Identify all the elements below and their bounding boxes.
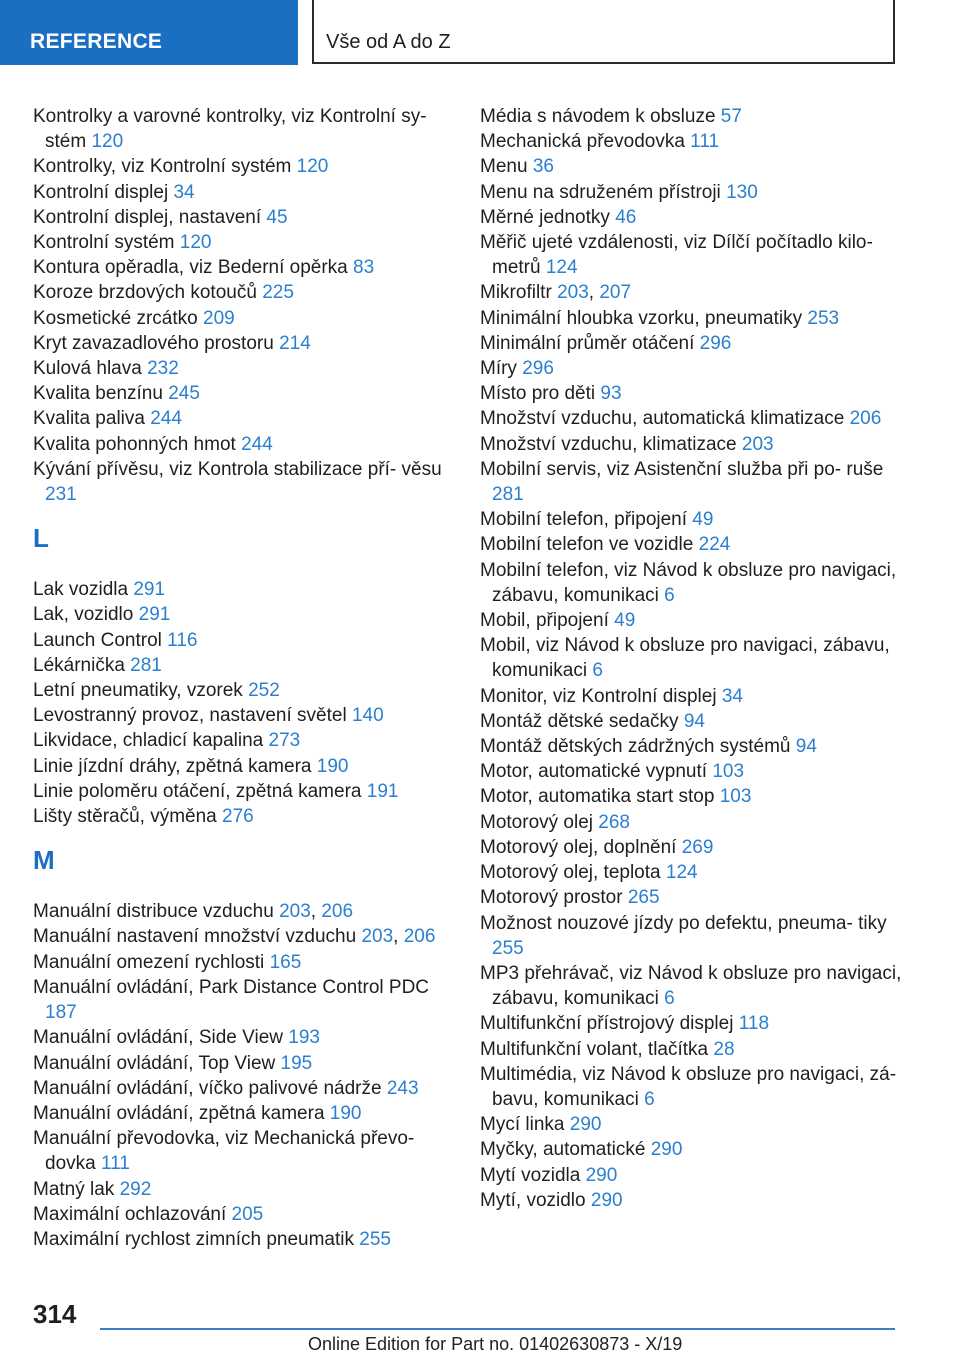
index-entry [480, 230, 910, 280]
index-entry-text: Média s návodem k obsluze [480, 106, 716, 127]
page-link[interactable]: 245 [168, 383, 200, 405]
section-header [312, 0, 895, 64]
index-entry-text: Lišty stěračů, výměna [33, 806, 217, 828]
page-link[interactable]: 206 [403, 926, 436, 948]
index-entry-text: Manuální ovládání, Top View [33, 1052, 276, 1074]
index-entry-text: Motor, automatické vypnutí [480, 761, 708, 783]
page-link[interactable]: 290 [650, 1139, 683, 1161]
index-entry [480, 558, 910, 608]
index-entry-text: Kvalita pohonných hmot [33, 433, 236, 455]
page-link[interactable]: 268 [598, 811, 630, 833]
index-entry [33, 381, 453, 406]
page-link[interactable]: 290 [585, 1164, 618, 1186]
index-entry-text: Manuální ovládání, zpětná kamera [33, 1102, 325, 1124]
index-entry-text: Manuální ovládání, víčko palivové nádrže [33, 1077, 382, 1099]
page-link[interactable]: 206 [849, 408, 882, 430]
page-link[interactable]: 255 [359, 1228, 391, 1250]
index-entry [33, 432, 453, 457]
page-link[interactable]: 49 [692, 509, 714, 531]
page-link[interactable]: 191 [366, 780, 399, 802]
section-title: Vše od A do Z [326, 31, 451, 53]
index-entry-text: Maximální ochlazování [33, 1203, 227, 1225]
index-entry [480, 381, 910, 406]
index-entry [480, 1188, 910, 1213]
page-link[interactable]: 265 [627, 887, 660, 909]
index-entry [33, 602, 453, 627]
index-entry-text: Kosmetické zrcátko [33, 307, 198, 329]
index-entry: Manuální nastavení množství vzduchu 203, 206 [33, 926, 436, 948]
page-link[interactable]: 253 [807, 307, 840, 329]
index-entry [33, 180, 453, 205]
index-entry-text: Motor, automatika start stop [480, 786, 715, 808]
index-entry [480, 457, 910, 507]
page-link[interactable]: 244 [241, 433, 273, 455]
index-entry [33, 1101, 453, 1126]
index-entry [480, 1011, 910, 1036]
index-entry-text: Menu na sdruženém přístroji [480, 181, 721, 203]
index-entry-text: Likvidace, chladicí kapalina [33, 730, 264, 752]
index-entry-text: Koroze brzdových kotoučů [33, 282, 257, 304]
index-entry [33, 255, 453, 280]
page-link[interactable]: 6 [592, 660, 603, 682]
index-entry-text: Motorový olej, teplota [480, 862, 661, 884]
index-entry [33, 406, 453, 431]
index-column-left [33, 104, 453, 1252]
index-entry [33, 1076, 453, 1101]
index-entry [480, 608, 910, 633]
page-link[interactable]: 203 [361, 926, 394, 948]
index-entry [33, 154, 453, 179]
page-link[interactable]: 45 [266, 206, 288, 228]
page-link[interactable]: 231 [45, 484, 77, 506]
index-entry [480, 885, 910, 910]
index-letter-heading: M [33, 845, 55, 876]
index-entry [480, 810, 910, 835]
index-entry [480, 911, 910, 961]
index-entry [480, 784, 910, 809]
index-entry-text: Mytí, vozidlo [480, 1189, 586, 1211]
index-entry-text: Montáž dětských zádržných systémů [480, 736, 791, 758]
page-link[interactable]: 6 [664, 988, 675, 1010]
page-link[interactable]: 214 [279, 332, 311, 354]
index-entry [33, 1202, 453, 1227]
index-entry-text: Maximální rychlost zimních pneumatik [33, 1228, 354, 1250]
page-link[interactable]: 276 [222, 806, 254, 828]
index-entry-text: Multifunkční volant, tlačítka [480, 1038, 709, 1060]
index-entry-text: Mycí linka [480, 1114, 565, 1136]
page-link[interactable]: 255 [492, 937, 524, 959]
index-entry [480, 507, 910, 532]
index-entry-text: Mytí vozidla [480, 1164, 581, 1186]
index-entry-text: Kontrolky a varovné kontrolky, viz Kontrolní sy- stém [33, 106, 427, 153]
page-link[interactable]: 292 [119, 1178, 152, 1200]
index-entry-text: Letní pneumatiky, vzorek [33, 680, 243, 702]
index-entry-text: Manuální ovládání, Side View [33, 1027, 283, 1049]
page-link[interactable]: 281 [492, 484, 524, 506]
index-entry-text: Linie jízdní dráhy, zpětná kamera [33, 755, 312, 777]
index-entry-text: Kontrolky, viz Kontrolní systém [33, 156, 292, 178]
index-entry [480, 860, 910, 885]
index-entry [33, 1126, 453, 1176]
index-entry [33, 728, 453, 753]
page-link[interactable]: 296 [699, 332, 732, 354]
page-link[interactable]: 120 [179, 232, 212, 254]
index-entry [480, 1062, 910, 1112]
index-entry-text: Multimédia, viz Návod k obsluze pro navigaci, zá- bavu, komunikaci [480, 1063, 897, 1110]
index-entry-text: Množství vzduchu, automatická klimatizace [480, 408, 845, 430]
index-entry [33, 703, 453, 728]
index-entry [480, 835, 910, 860]
index-entry [33, 577, 453, 602]
index-entry [480, 633, 910, 683]
index-entry-text: Levostranný provoz, nastavení světel [33, 705, 347, 727]
page-link[interactable]: 94 [683, 710, 705, 732]
index-entry-text: Mobil, připojení [480, 610, 609, 632]
index-entry [480, 331, 910, 356]
index-entry [33, 628, 453, 653]
index-entry: Mikrofiltr 203, 207 [480, 282, 632, 304]
page-link[interactable]: 124 [665, 862, 698, 884]
index-entry [480, 129, 910, 154]
page-link[interactable]: 103 [712, 761, 745, 783]
page-link[interactable]: 93 [600, 383, 622, 405]
index-entry [480, 205, 910, 230]
index-entry-text: Minimální průměr otáčení [480, 332, 695, 354]
page-link[interactable]: 244 [150, 408, 182, 430]
index-entry-text: Kryt zavazadlového prostoru [33, 332, 274, 354]
page-link[interactable]: 206 [321, 901, 354, 923]
page-link[interactable]: 118 [738, 1013, 770, 1035]
index-entry [33, 331, 453, 356]
page-link[interactable]: 94 [795, 736, 817, 758]
index-entry [480, 1112, 910, 1137]
index-entry [480, 406, 910, 431]
index-entry-text: Možnost nouzové jízdy po defektu, pneuma- tiky [480, 912, 887, 934]
reference-tab[interactable] [0, 0, 298, 65]
page-link[interactable]: 207 [599, 282, 632, 304]
page-link[interactable]: 130 [726, 181, 758, 203]
index-entry-text: Menu [480, 156, 528, 178]
page-link[interactable]: 195 [280, 1052, 313, 1074]
page-link[interactable]: 28 [713, 1038, 735, 1060]
index-entry [480, 356, 910, 381]
index-entry [480, 154, 910, 179]
index-entry-text: Mechanická převodovka [480, 131, 685, 153]
index-entry-text: Manuální distribuce vzduchu [33, 901, 274, 923]
index-entry [480, 961, 910, 1011]
page-link[interactable]: 111 [690, 131, 720, 153]
index-entry-text: Mobil, viz Návod k obsluze pro navigaci, zábavu, komunikaci [480, 635, 890, 682]
index-entry-text: Manuální nastavení množství vzduchu [33, 926, 357, 948]
index-entry-text: Měrné jednotky [480, 206, 610, 228]
index-entry [33, 356, 453, 381]
page-link[interactable]: 296 [522, 358, 554, 380]
page-number: 314 [33, 1299, 77, 1329]
index-entry [33, 306, 453, 331]
index-entry [33, 653, 453, 678]
page-link[interactable]: 203 [741, 433, 774, 455]
index-entry-text: Mobilní servis, viz Asistenční služba při po- ruše [480, 458, 884, 480]
index-entry-text: Lak vozidla [33, 579, 129, 601]
index-entry-text: Linie poloměru otáčení, zpětná kamera [33, 780, 362, 802]
page-link[interactable]: 34 [173, 181, 195, 203]
index-entry-text: Kvalita paliva [33, 408, 145, 430]
page-link[interactable]: 36 [532, 156, 554, 178]
index-entry-text: Kulová hlava [33, 358, 142, 380]
index-entry-text: Množství vzduchu, klimatizace [480, 433, 737, 455]
page-link[interactable]: 281 [130, 654, 162, 676]
page-link[interactable]: 273 [268, 730, 301, 752]
index-entry [33, 754, 453, 779]
index-entry [33, 1051, 453, 1076]
index-entry-text: Místo pro děti [480, 383, 596, 405]
index-entry-text: Monitor, viz Kontrolní displej [480, 685, 717, 707]
index-entry-text: Motorový olej [480, 811, 593, 833]
page-link[interactable]: 111 [100, 1153, 130, 1175]
index-entry [33, 230, 453, 255]
index-entry-text: Minimální hloubka vzorku, pneumatiky [480, 307, 803, 329]
index-entry [480, 180, 910, 205]
page-link[interactable]: 232 [147, 358, 179, 380]
index-entry [33, 1227, 453, 1252]
page-link[interactable]: 83 [353, 257, 375, 279]
index-entry [480, 1163, 910, 1188]
index-entry-text: Míry [480, 358, 517, 380]
page-link[interactable]: 103 [719, 786, 752, 808]
edition-text: Online Edition for Part no. 01402630873 - X/19 [308, 1334, 683, 1354]
index-entry [480, 709, 910, 734]
index-entry [33, 975, 453, 1025]
index-entry [480, 759, 910, 784]
index-entry-text: Mikrofiltr [480, 282, 552, 304]
index-entry-text: Motorový prostor [480, 887, 623, 909]
page-link[interactable]: 205 [231, 1203, 264, 1225]
page-link[interactable]: 252 [248, 680, 280, 702]
index-letter-heading: L [33, 523, 49, 554]
index-entry [33, 205, 453, 230]
page-link[interactable]: 193 [288, 1027, 320, 1049]
index-entry-text: Motorový olej, doplnění [480, 836, 677, 858]
index-entry [33, 280, 453, 305]
page-link[interactable]: 116 [167, 629, 198, 651]
page-link[interactable]: 6 [644, 1088, 655, 1110]
index-entry: Manuální distribuce vzduchu 203, 206 [33, 901, 354, 923]
index-entry-text: Kvalita benzínu [33, 383, 163, 405]
page-link[interactable]: 269 [681, 836, 714, 858]
index-column-right [480, 104, 910, 1213]
page-link[interactable]: 6 [664, 584, 675, 606]
index-entry-text: Lékárnička [33, 654, 125, 676]
index-entry [480, 1137, 910, 1162]
index-entry-text: Mobilní telefon, připojení [480, 509, 688, 531]
page-link[interactable]: 140 [351, 705, 384, 727]
page-link[interactable]: 120 [296, 156, 329, 178]
index-entry [33, 104, 453, 154]
page-link[interactable]: 209 [203, 307, 235, 329]
index-entry-text: Kontrolní displej [33, 181, 169, 203]
page-link[interactable]: 165 [269, 951, 302, 973]
index-entry-text: Manuální ovládání, Park Distance Control PDC [33, 976, 430, 998]
page-link[interactable]: 243 [386, 1077, 419, 1099]
page-link[interactable]: 224 [698, 534, 731, 556]
index-entry-text: Kontura opěradla, viz Bederní opěrka [33, 257, 348, 279]
page-link[interactable]: 291 [138, 604, 171, 626]
index-entry [480, 734, 910, 759]
page-link[interactable]: 34 [721, 685, 743, 707]
index-entry-text: Měřič ujeté vzdálenosti, viz Dílčí počítadlo kilo- metrů [480, 232, 873, 279]
page-link[interactable]: 57 [720, 106, 742, 127]
index-entry-text: Mobilní telefon ve vozidle [480, 534, 694, 556]
index-entry-text: MP3 přehrávač, viz Návod k obsluze pro navigaci, zábavu, komunikaci [480, 962, 902, 1010]
index-entry-text: Montáž dětské sedačky [480, 710, 679, 732]
page-link[interactable]: 46 [615, 206, 637, 228]
index-entry-text: Kontrolní systém [33, 232, 175, 254]
index-entry [480, 1037, 910, 1062]
page-link[interactable]: 187 [45, 1002, 77, 1024]
index-entry [480, 104, 910, 129]
page-link[interactable]: 225 [262, 282, 294, 304]
page-link[interactable]: 291 [133, 579, 166, 601]
page-link[interactable]: 120 [91, 131, 124, 153]
index-entry [33, 779, 453, 804]
index-entry-text: Kývání přívěsu, viz Kontrola stabilizace pří- věsu [33, 458, 442, 480]
index-entry-text: Manuální omezení rychlosti [33, 951, 265, 973]
index-entry [33, 1025, 453, 1050]
page-link[interactable]: 290 [569, 1114, 602, 1136]
index-entry-text: Lak, vozidlo [33, 604, 134, 626]
page-link[interactable]: 190 [329, 1102, 362, 1124]
index-entry-text: Matný lak [33, 1178, 115, 1200]
page-link[interactable]: 49 [614, 610, 636, 632]
index-entry-text: Launch Control [33, 629, 162, 651]
index-entry-text: Manuální převodovka, viz Mechanická převo- dovka [33, 1128, 415, 1175]
index-entry [480, 684, 910, 709]
index-entry-text: Mobilní telefon, viz Návod k obsluze pro navigaci, zábavu, komunikaci [480, 559, 897, 606]
index-entry-text: Myčky, automatické [480, 1139, 646, 1161]
index-entry [480, 532, 910, 557]
page-link[interactable]: 124 [545, 257, 578, 279]
index-entry-text: Kontrolní displej, nastavení [33, 206, 262, 228]
index-entry [33, 950, 453, 975]
page-link[interactable]: 190 [316, 755, 349, 777]
page-link[interactable]: 203 [557, 282, 589, 304]
index-entry [33, 457, 453, 507]
index-entry [33, 1177, 453, 1202]
index-entry [480, 306, 910, 331]
index-entry [480, 432, 910, 457]
index-entry [33, 804, 453, 829]
page-link[interactable]: 203 [279, 901, 311, 923]
index-entry [33, 678, 453, 703]
reference-tab-label: REFERENCE [30, 30, 163, 53]
footer-divider [100, 1328, 895, 1330]
index-entry-text: Multifunkční přístrojový displej [480, 1013, 734, 1035]
page-link[interactable]: 290 [590, 1189, 623, 1211]
